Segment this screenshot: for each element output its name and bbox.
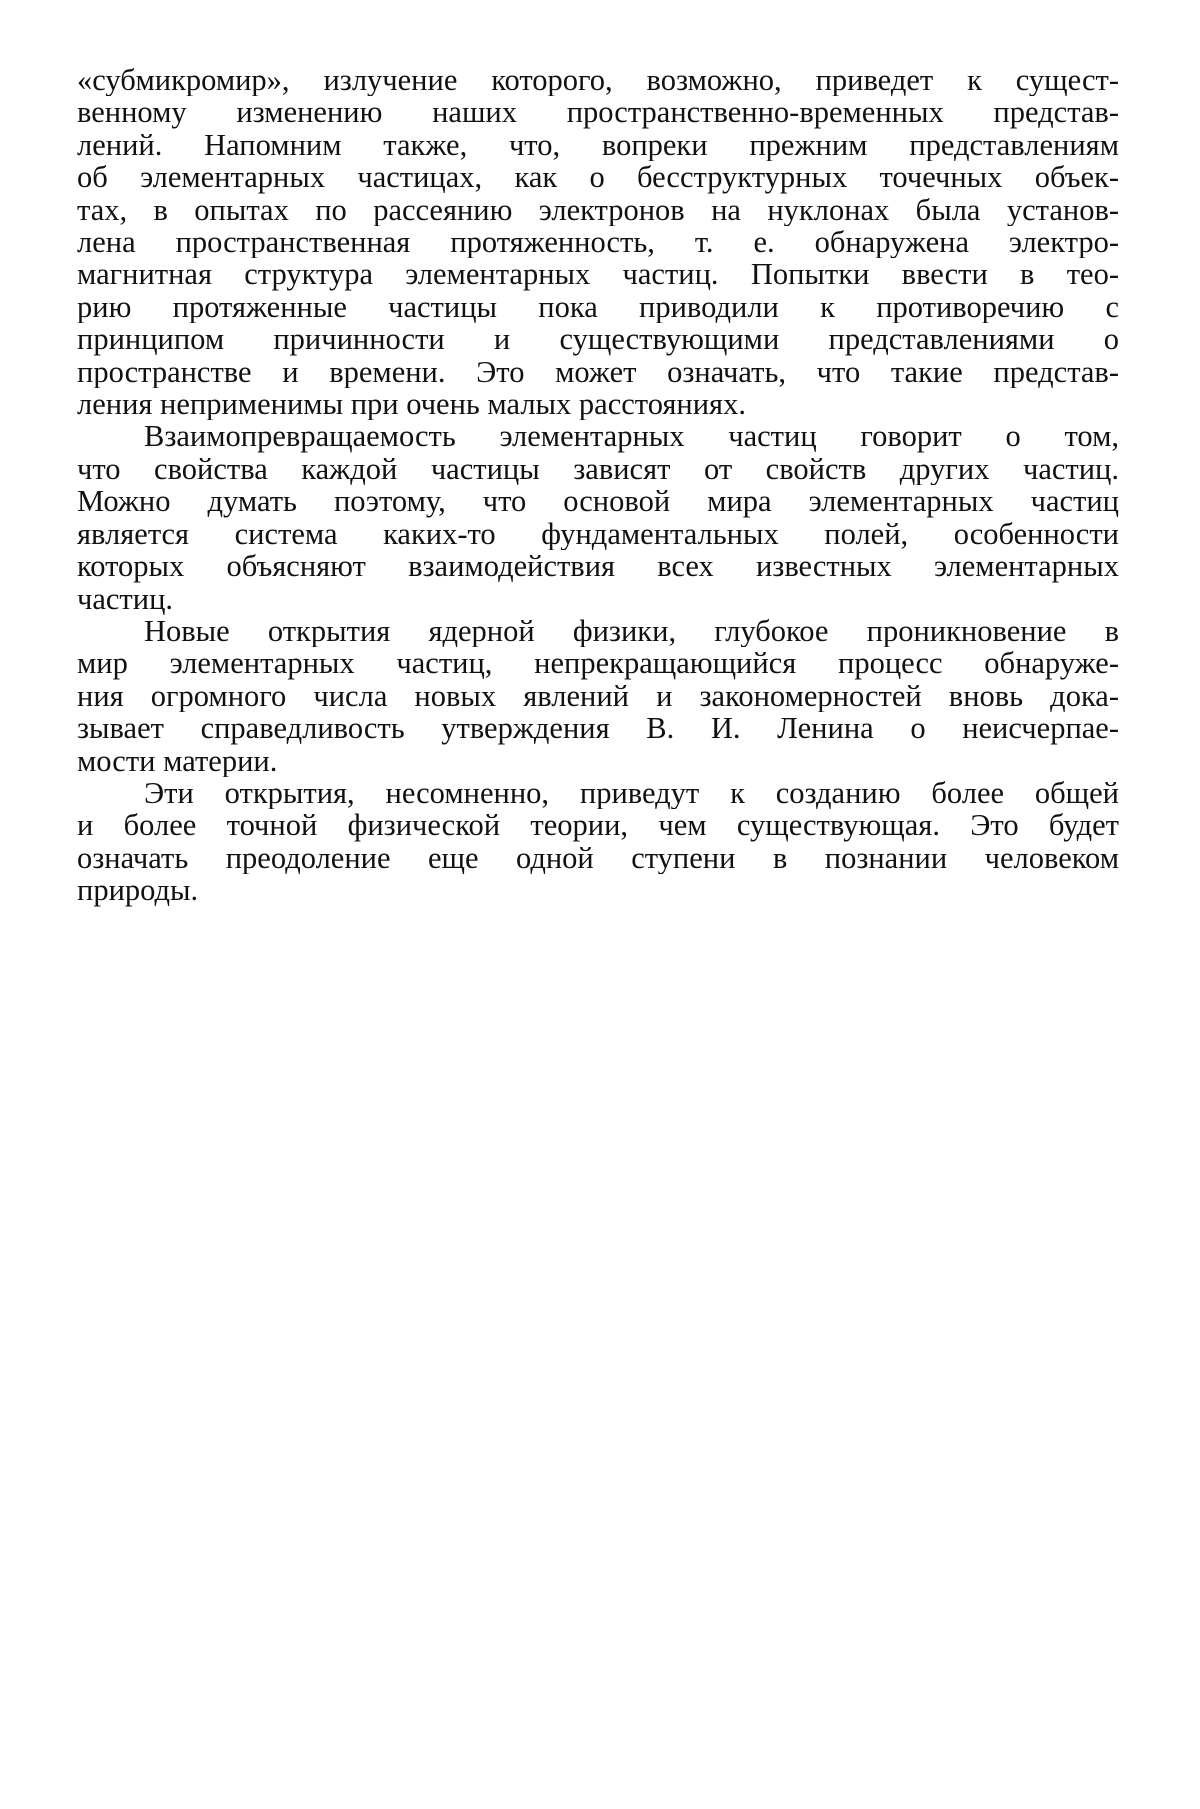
- text-line: Можно думать поэтому, что основой мира элементарных частиц: [77, 485, 1119, 518]
- text-line: ления неприменимы при очень малых расстояниях.: [77, 388, 746, 421]
- text-line: венному изменению наших пространственно-временных представ-: [77, 96, 1119, 129]
- text-line: магнитная структура элементарных частиц. Попытки ввести в тео-: [77, 258, 1119, 291]
- paragraph-1: [77, 64, 1119, 420]
- text-line: мир элементарных частиц, непрекращающийся процесс обнаруже-: [77, 647, 1119, 680]
- text-line: лена пространственная протяженность, т. е. обнаружена электро-: [77, 226, 1119, 259]
- text-line: что свойства каждой частицы зависят от свойств других частиц.: [77, 452, 1119, 486]
- text-line: природы.: [77, 874, 199, 907]
- page-text: [77, 64, 1119, 907]
- text-line: лений. Напомним также, что, вопреки прежним представлениям: [77, 128, 1119, 162]
- text-line: пространстве и времени. Это может означать, что такие представ-: [77, 355, 1119, 389]
- text-line: тах, в опытах по рассеянию электронов на нуклонах была установ-: [77, 193, 1119, 227]
- paragraph-3: [77, 615, 1119, 777]
- text-line: означать преодоление еще одной ступени в познании человеком: [77, 841, 1119, 875]
- text-line: Новые открытия ядерной физики, глубокое проникновение в: [144, 614, 1119, 648]
- text-line: рию протяженные частицы пока приводили к противоречию с: [77, 290, 1119, 324]
- text-line: частиц.: [77, 582, 174, 615]
- paragraph-2: [77, 420, 1119, 614]
- text-line: мости материи.: [77, 744, 278, 777]
- text-line: Эти открытия, несомненно, приведут к созданию более общей: [144, 776, 1119, 810]
- text-line: об элементарных частицах, как о бесструктурных точечных объек-: [77, 161, 1119, 194]
- text-line: принципом причинности и существующими представлениями о: [77, 323, 1119, 356]
- text-line: ния огромного числа новых явлений и закономерностей вновь дока-: [77, 679, 1119, 713]
- text-line: зывает справедливость утверждения В. И. Ленина о неисчерпае-: [77, 712, 1119, 745]
- paragraph-4: [77, 777, 1119, 907]
- text-line: Взаимопревращаемость элементарных частиц говорит о том,: [144, 420, 1119, 453]
- text-line: и более точной физической теории, чем существующая. Это будет: [77, 809, 1119, 842]
- text-line: является система каких-то фундаментальных полей, особенности: [77, 517, 1119, 551]
- text-line: которых объясняют взаимодействия всех известных элементарных: [77, 550, 1119, 583]
- text-line: «субмикромир», излучение которого, возможно, приведет к сущест-: [77, 64, 1119, 97]
